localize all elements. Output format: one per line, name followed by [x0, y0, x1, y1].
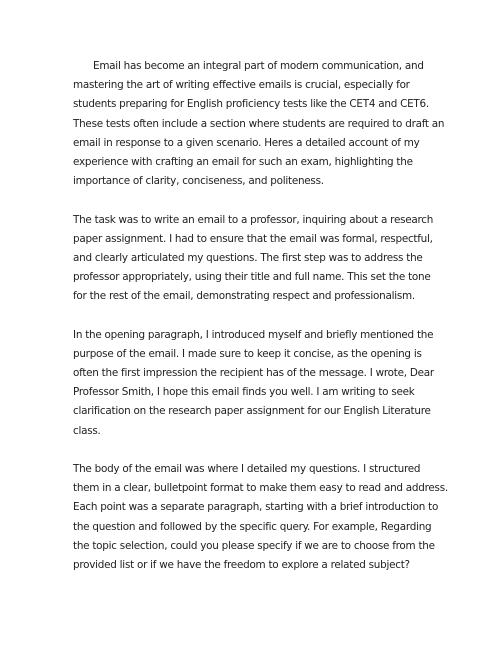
paragraph-line: The task was to write an email to a professor, inquiring about a research	[73, 213, 434, 226]
paragraph-line: paper assignment. I had to ensure that the email was formal, respectful,	[73, 232, 433, 245]
paragraph-line: often the first impression the recipient has of the message. I wrote, Dear	[73, 367, 434, 379]
paragraph-line: clarification on the research paper assignment for our English Literature	[73, 405, 431, 418]
paragraph-1	[73, 57, 445, 191]
paragraph-line: them in a clear, bulletpoint format to make them easy to read and address.	[73, 482, 448, 495]
paragraph-line: importance of clarity, conciseness, and politeness.	[73, 175, 324, 188]
document-body	[73, 57, 448, 594]
paragraph-line: the topic selection, could you please specify if we are to choose from the	[73, 539, 435, 552]
paragraph-line: for the rest of the email, demonstrating respect and professionalism.	[73, 290, 415, 303]
paragraph-line: mastering the art of writing effective emails is crucial, especially for	[73, 79, 410, 92]
paragraph-line: Professor Smith, I hope this email finds you well. I am writing to seek	[73, 386, 415, 399]
paragraph-3	[73, 326, 441, 441]
paragraph-line: purpose of the email. I made sure to keep it concise, as the opening is	[73, 347, 422, 360]
paragraph-line: In the opening paragraph, I introduced myself and briefly mentioned the	[73, 328, 434, 341]
paragraph-line: the question and followed by the specific query. For example, Regarding	[73, 520, 432, 533]
paragraph-line: class.	[73, 424, 101, 437]
paragraph-line: email in response to a given scenario. Heres a detailed account of my	[73, 136, 420, 149]
paragraph-line: and clearly articulated my questions. The first step was to address the	[73, 251, 423, 264]
paragraph-line: experience with crafting an email for such an exam, highlighting the	[73, 155, 413, 168]
paragraph-line: These tests often include a section where students are required to draft an	[73, 117, 445, 130]
paragraph-line: Email has become an integral part of modern communication, and	[93, 60, 424, 72]
paragraph-2	[73, 211, 441, 307]
paragraph-line: provided list or if we have the freedom to explore a related subject?	[73, 558, 410, 571]
paragraph-line: Each point was a separate paragraph, starting with a brief introduction to	[73, 501, 439, 514]
paragraph-line: The body of the email was where I detailed my questions. I structured	[73, 462, 421, 475]
paragraph-4	[73, 460, 448, 575]
paragraph-line: professor appropriately, using their title and full name. This set the tone	[73, 271, 431, 284]
paragraph-line: students preparing for English proficiency tests like the CET4 and CET6.	[73, 98, 429, 111]
